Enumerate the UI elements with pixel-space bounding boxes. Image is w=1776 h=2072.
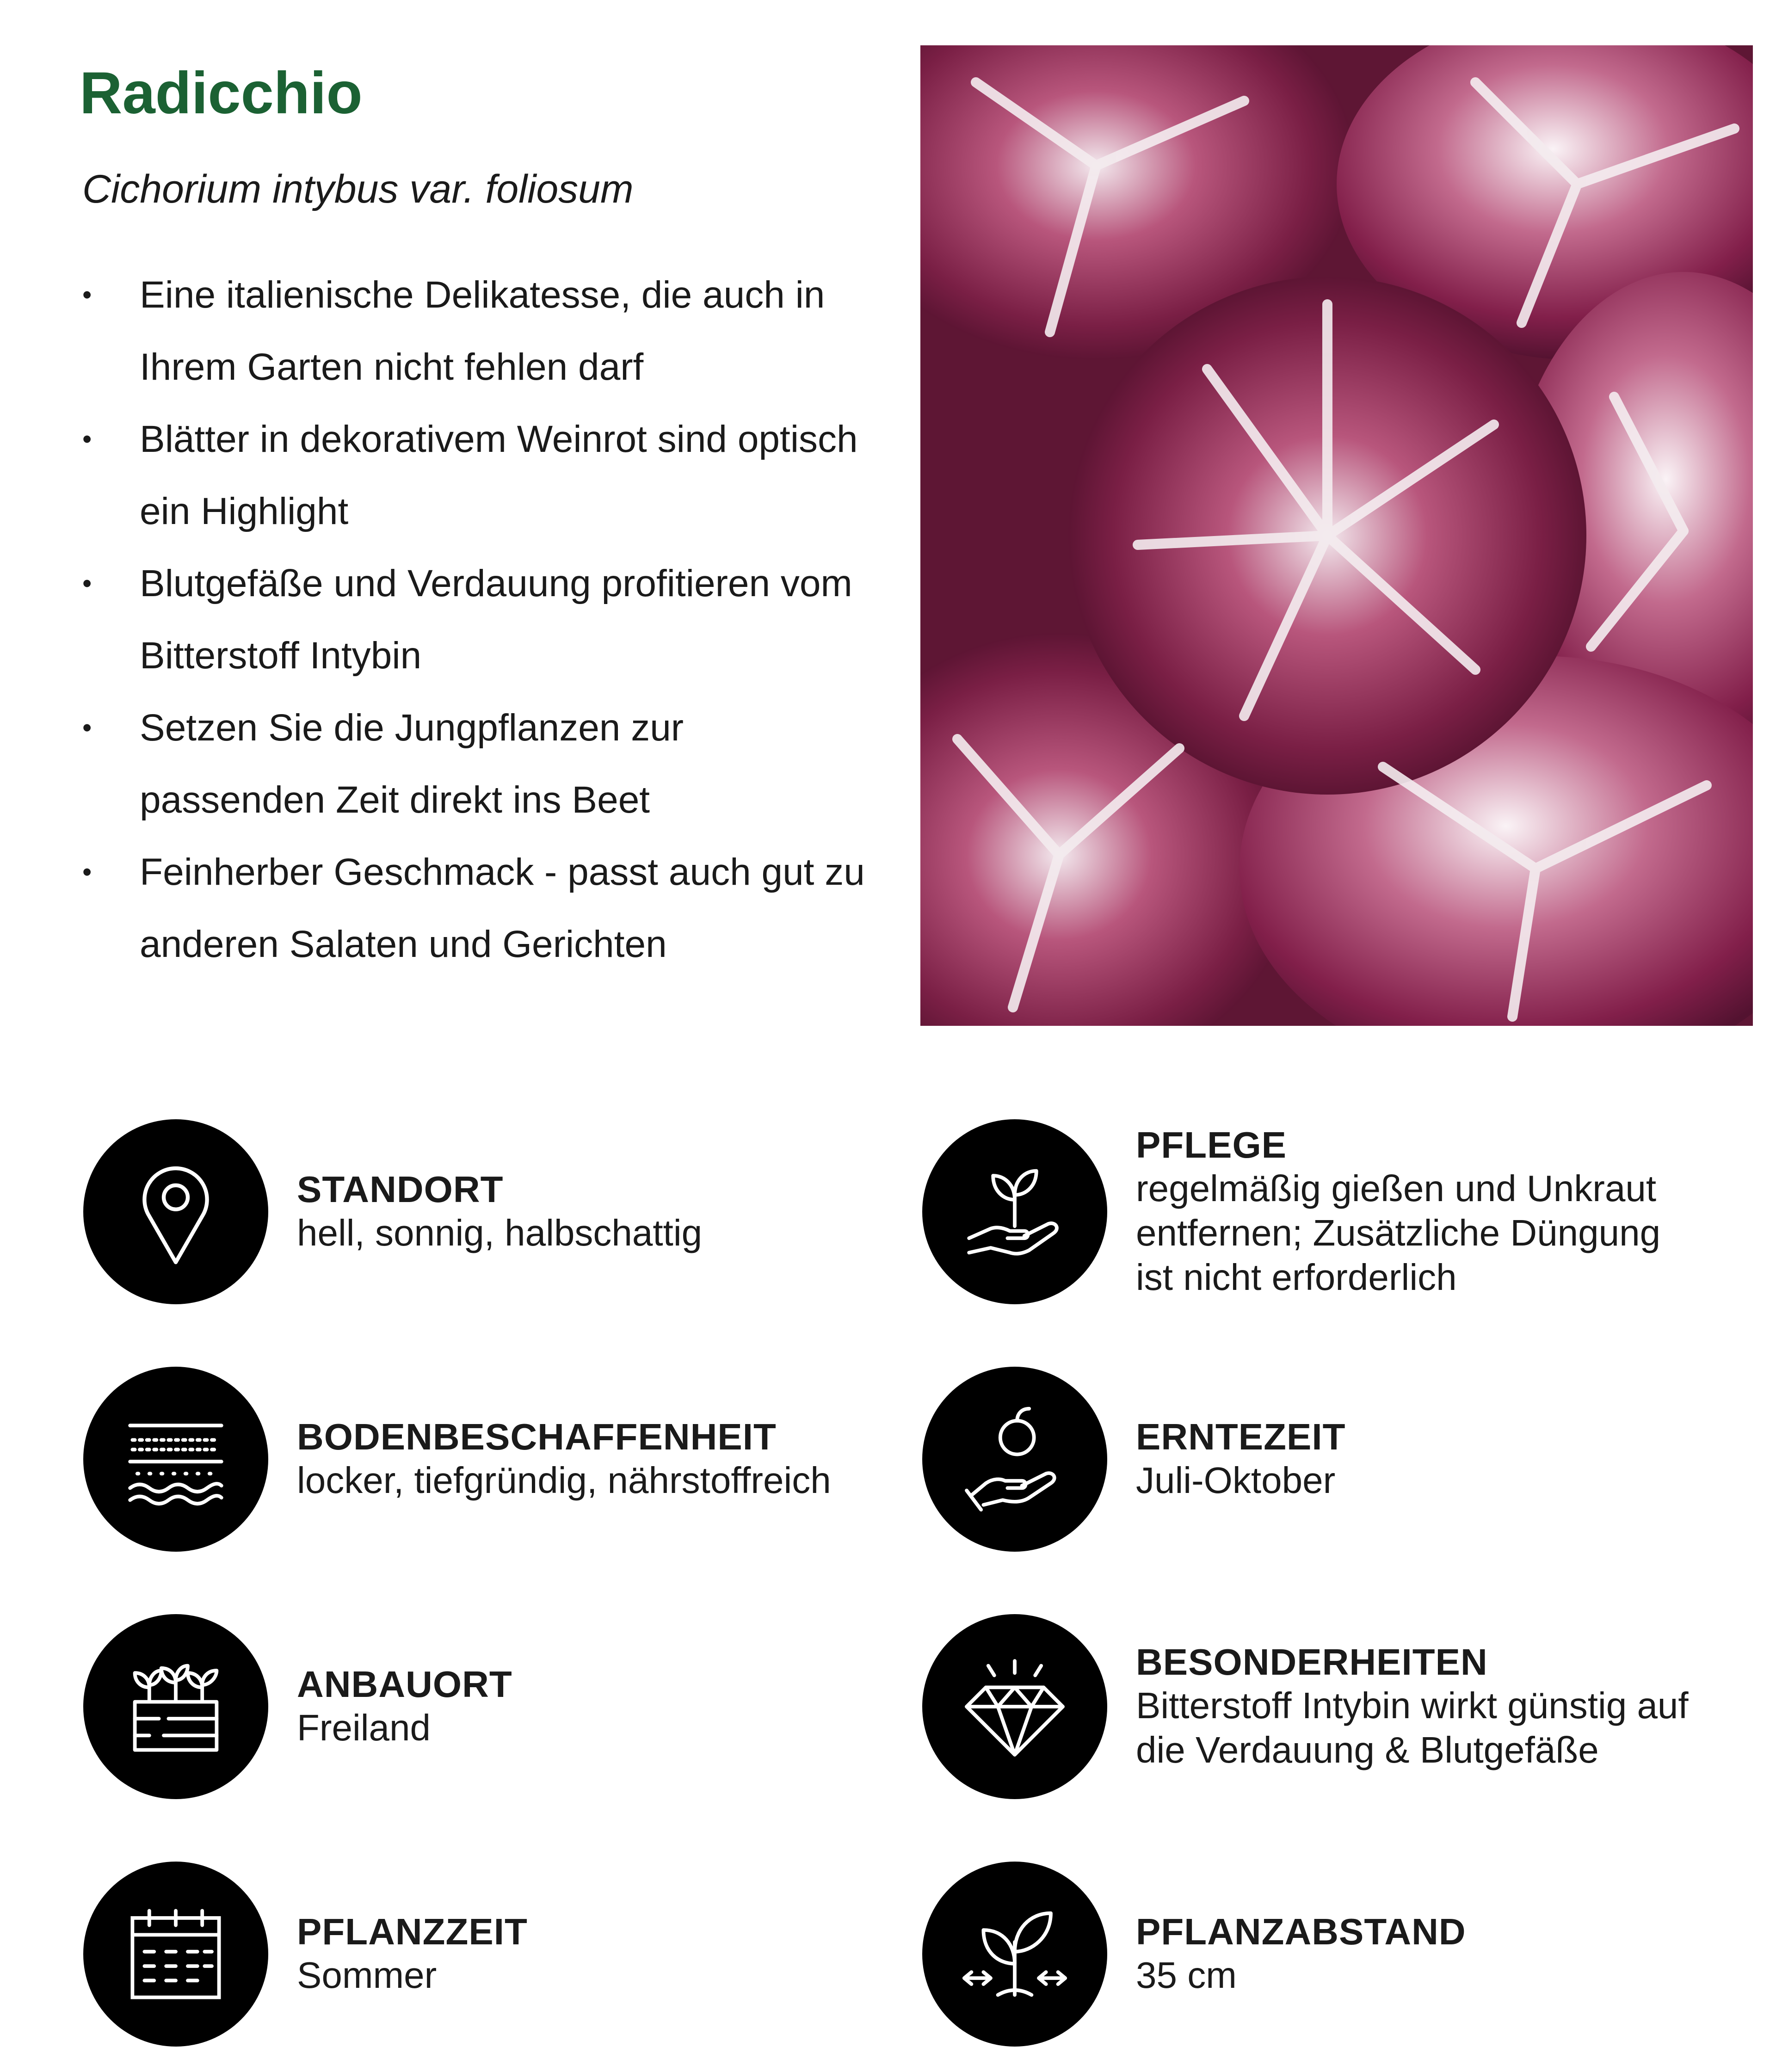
fruit-in-hand-icon	[922, 1367, 1107, 1552]
info-label: ANBAUORT	[297, 1664, 512, 1705]
info-label: ERNTEZEIT	[1136, 1416, 1346, 1457]
pflanzzeit-item	[83, 1862, 528, 2047]
standort-item	[83, 1119, 702, 1304]
feature-list	[82, 259, 878, 980]
latin-name: Cichorium intybus var. foliosum	[82, 167, 634, 211]
feature-item: • Setzen Sie die Jungpflanzen zur passenden Zeit direkt ins Beet	[82, 692, 878, 836]
info-value: 35 cm	[1136, 1955, 1237, 1996]
plant-spacing-icon	[922, 1862, 1107, 2047]
product-title: Radicchio	[80, 60, 363, 126]
soil-layers-icon	[83, 1367, 268, 1552]
info-value: Bitterstoff Intybin wirkt günstig auf die Verdauung & Blutgefäße	[1136, 1685, 1689, 1770]
info-value: Juli-Oktober	[1136, 1460, 1336, 1501]
radicchio-photo	[920, 45, 1753, 1026]
location-pin-icon	[83, 1119, 268, 1304]
info-label: PFLEGE	[1136, 1124, 1287, 1166]
info-label: BESONDERHEITEN	[1136, 1641, 1488, 1683]
erntezeit-item	[922, 1367, 1345, 1552]
diamond-icon	[922, 1614, 1107, 1799]
pflanzabstand-item	[922, 1862, 1466, 2047]
info-label: STANDORT	[297, 1169, 504, 1210]
calendar-icon	[83, 1862, 268, 2047]
boden-item	[83, 1367, 831, 1552]
info-label: PFLANZABSTAND	[1136, 1911, 1466, 1952]
info-value: Freiland	[297, 1707, 431, 1748]
plant-in-hand-icon	[922, 1119, 1107, 1304]
anbauort-item	[83, 1614, 512, 1799]
pflege-item	[922, 1119, 1705, 1304]
feature-item: • Blätter in dekorativem Weinrot sind optisch ein Highlight	[82, 403, 878, 548]
besonderheiten-item	[922, 1614, 1705, 1799]
info-label: BODENBESCHAFFENHEIT	[297, 1416, 777, 1457]
info-value: regelmäßig gießen und Unkraut entfernen; Zusätzliche Düngung ist nicht erforderlich	[1136, 1168, 1661, 1298]
info-value: locker, tiefgründig, nährstoffreich	[297, 1460, 831, 1501]
info-value: hell, sonnig, halbschattig	[297, 1212, 703, 1253]
info-label: PFLANZZEIT	[297, 1911, 528, 1952]
feature-item: • Blutgefäße und Verdauung profitieren vom Bitterstoff Intybin	[82, 548, 878, 692]
planter-box-icon	[83, 1614, 268, 1799]
feature-item: • Eine italienische Delikatesse, die auch in Ihrem Garten nicht fehlen darf	[82, 259, 878, 403]
feature-item: • Feinherber Geschmack - passt auch gut zu anderen Salaten und Gerichten	[82, 836, 878, 980]
info-value: Sommer	[297, 1955, 437, 1996]
